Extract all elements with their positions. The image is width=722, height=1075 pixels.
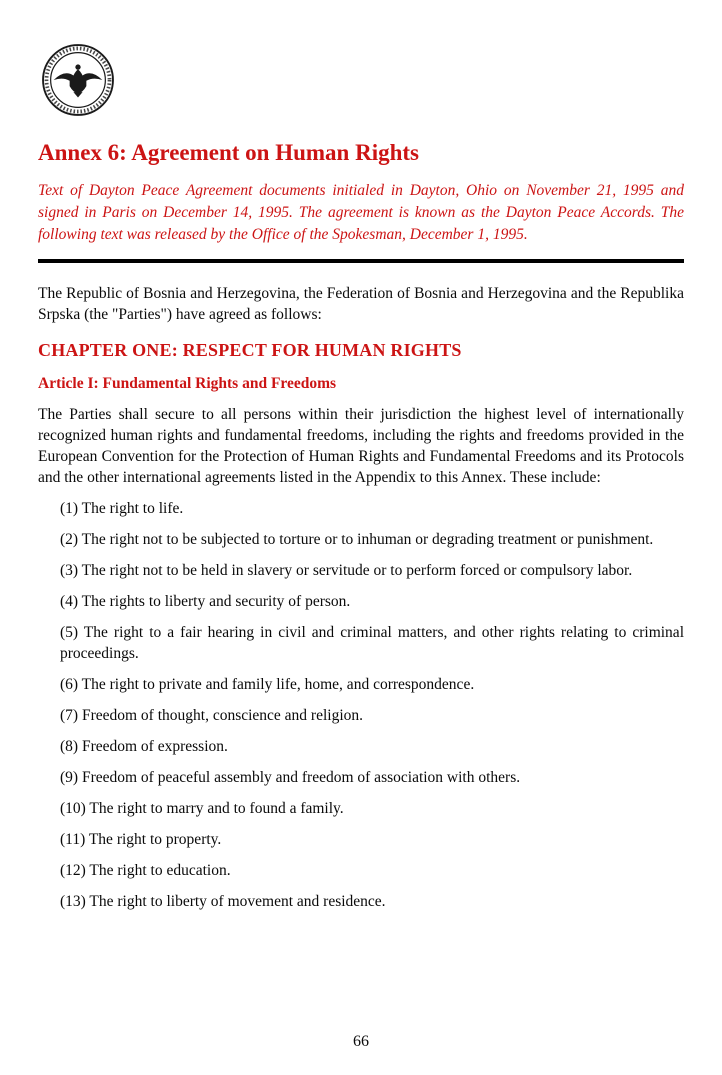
list-item: (10) The right to marry and to found a family. xyxy=(60,800,344,817)
list-item: (5) The right to a fair hearing in civil and criminal matters, and other rights relating to criminal proceedings. xyxy=(60,624,684,662)
list-item: (2) The right not to be subjected to torture or to inhuman or degrading treatment or punishment. xyxy=(60,531,654,548)
list-item: (7) Freedom of thought, conscience and religion. xyxy=(60,707,364,724)
list-item: (13) The right to liberty of movement and residence. xyxy=(60,893,386,910)
list-item: (4) The rights to liberty and security of person. xyxy=(60,593,351,610)
article-paragraph: The Parties shall secure to all persons within their jurisdiction the highest level of internationally recognized human rights and fundamental freedoms, including the rights and freedoms provided in the European Convention for the Protection of Human Rights and Fundamental Freedoms and its Protocols and the other international agreements listed in the Appendix to this Annex. These include: xyxy=(38,406,684,486)
list-item: (9) Freedom of peaceful assembly and freedom of association with others. xyxy=(60,769,521,786)
list-item: (6) The right to private and family life, home, and correspondence. xyxy=(60,676,475,693)
list-item: (12) The right to education. xyxy=(60,862,231,879)
page-title: Annex 6: Agreement on Human Rights xyxy=(38,140,420,165)
divider-rule xyxy=(38,259,684,263)
list-item: (3) The right not to be held in slavery or servitude or to perform forced or compulsory labor. xyxy=(60,562,633,579)
list-item: (1) The right to life. xyxy=(60,500,184,517)
chapter-heading: CHAPTER ONE: RESPECT FOR HUMAN RIGHTS xyxy=(38,340,462,360)
article-heading: Article I: Fundamental Rights and Freedoms xyxy=(38,375,337,392)
rights-list xyxy=(38,498,684,912)
list-item: (11) The right to property. xyxy=(60,831,222,848)
list-item: (8) Freedom of expression. xyxy=(60,738,228,755)
state-seal-icon xyxy=(40,42,116,118)
intro-paragraph: The Republic of Bosnia and Herzegovina, the Federation of Bosnia and Herzegovina and the Republika Srpska (the "Parties") have agreed as follows: xyxy=(38,285,684,323)
page-number: 66 xyxy=(353,1033,369,1050)
release-note: Text of Dayton Peace Agreement documents initialed in Dayton, Ohio on November 21, 1995 and signed in Paris on December 14, 1995. The agreement is known as the Dayton Peace Accords. The following text was released by the Office of the Spokesman, December 1, 1995. xyxy=(38,182,684,243)
